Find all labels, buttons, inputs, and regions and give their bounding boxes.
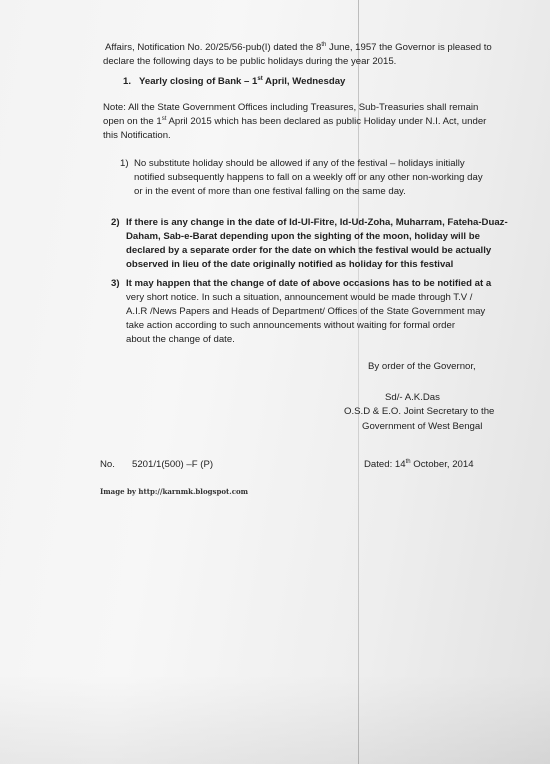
note-line-1: Note: All the State Government Offices including Treasures, Sub-Treasuries shall remain xyxy=(103,102,479,113)
point-2-line-3: declared by a separate order for the date on which the festival would be actually xyxy=(126,245,492,256)
point-1-number: 1) xyxy=(120,158,129,169)
intro-line-2: declare the following days to be public holidays during the year 2015. xyxy=(103,56,397,67)
point-2-line-4: observed in lieu of the date originally notified as holiday for this festival xyxy=(126,259,454,270)
memo-label: No. xyxy=(100,459,115,470)
point-3-line-2: very short notice. In such a situation, announcement would be made through T.V / xyxy=(126,292,473,303)
note-line-3: this Notification. xyxy=(103,130,171,141)
point-1-line-2: notified subsequently happens to fall on a weekly off or any other non-working day xyxy=(134,172,483,183)
note-line-2: open on the 1st April 2015 which has been declared as public Holiday under N.I. Act, under xyxy=(103,115,487,127)
memo-number: 5201/1(500) –F (P) xyxy=(132,459,214,470)
point-2-line-1: If there is any change in the date of Id-Ul-Fitre, Id-Ud-Zoha, Muharram, Fateha-Duaz- xyxy=(126,217,508,228)
government-name: Government of West Bengal xyxy=(362,421,483,432)
point-1-line-3: or in the event of more than one festival falling on the same day. xyxy=(134,186,406,197)
holiday-item: 1. Yearly closing of Bank – 1st April, Wednesday xyxy=(123,75,346,87)
designation: O.S.D & E.O. Joint Secretary to the xyxy=(344,406,495,417)
point-3-line-1: It may happen that the change of date of above occasions has to be notified at a xyxy=(126,278,492,289)
point-3-number: 3) xyxy=(111,278,120,289)
image-credit: Image by http://karnmk.blogspot.com xyxy=(100,487,249,496)
intro-line-1: Affairs, Notification No. 20/25/56-pub(I) dated the 8th June, 1957 the Governor is pleased to xyxy=(105,41,492,53)
dated-line: Dated: 14th October, 2014 xyxy=(364,458,474,470)
point-2-line-2: Daham, Sab-e-Barat depending upon the sighting of the moon, holiday will be xyxy=(126,231,480,242)
point-3-line-5: about the change of date. xyxy=(126,334,235,345)
order-line: By order of the Governor, xyxy=(368,361,476,372)
point-3-line-3: A.I.R /News Papers and Heads of Department/ Offices of the State Government may xyxy=(126,306,486,317)
point-2-number: 2) xyxy=(111,217,120,228)
page-shadow xyxy=(0,674,550,764)
point-3-line-4: take action according to such announcements without waiting for formal order xyxy=(126,320,456,331)
point-1-line-1: No substitute holiday should be allowed if any of the festival – holidays initially xyxy=(134,158,465,169)
signatory: Sd/- A.K.Das xyxy=(385,392,440,403)
